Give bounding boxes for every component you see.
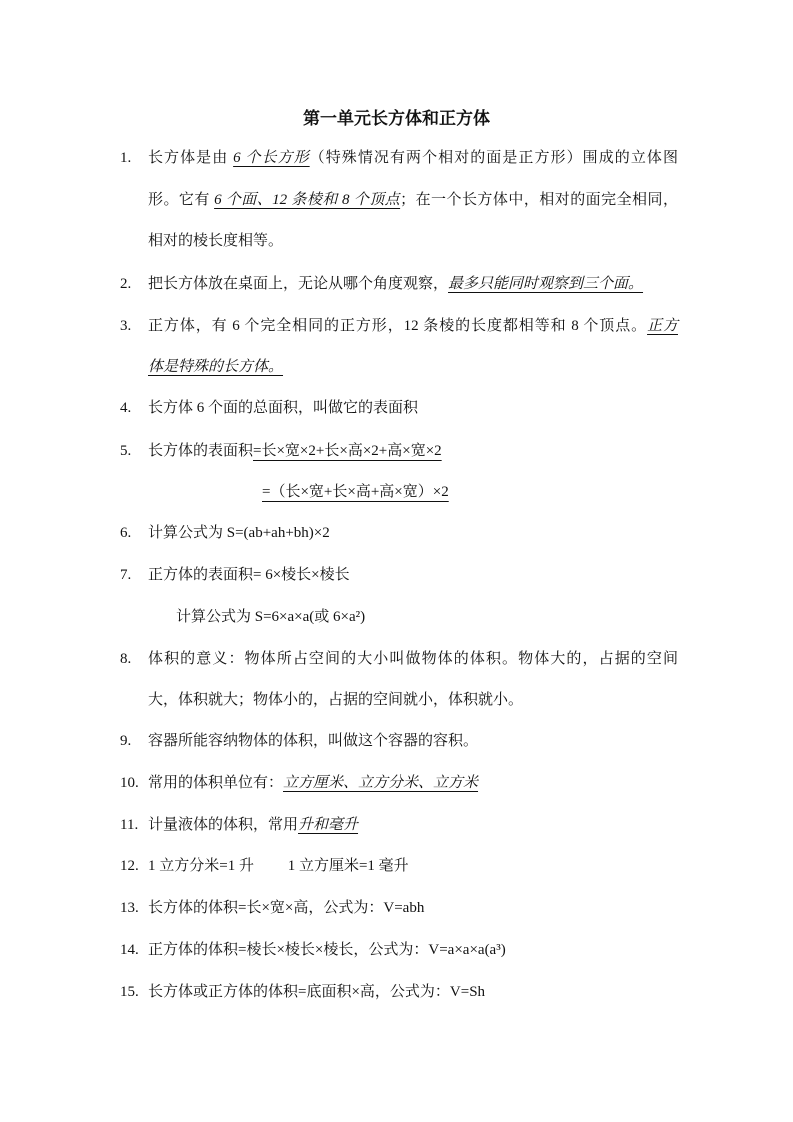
- list-number: 6.: [120, 525, 132, 541]
- text-segment: 长方体的体积=长×宽×高，公式为：V=abh: [148, 900, 425, 916]
- list-number: 12.: [120, 858, 139, 874]
- list-number: 4.: [120, 400, 132, 416]
- line-text: [148, 729, 678, 753]
- line-text: [148, 688, 678, 712]
- text-segment: 形。它有: [148, 192, 215, 208]
- document-line: [0, 980, 793, 1004]
- list-number: 9.: [120, 733, 132, 749]
- document-line: [0, 521, 793, 545]
- document-line: [0, 813, 793, 837]
- document-line: [0, 938, 793, 962]
- list-number: 13.: [120, 900, 139, 916]
- line-text: [148, 439, 678, 463]
- line-text: [148, 355, 678, 379]
- line-text: [148, 229, 678, 253]
- document-line: [0, 355, 793, 379]
- text-segment: 1 立方分米=1 升 1 立方厘米=1 毫升: [148, 858, 409, 874]
- line-text: [148, 938, 678, 962]
- text-segment: 把长方体放在桌面上，无论从哪个角度观察，: [148, 276, 449, 292]
- underlined-text: 升和毫升: [298, 817, 359, 833]
- document-line: [0, 188, 793, 212]
- underlined-text: 立方厘米、立方分米、立方米: [283, 775, 479, 791]
- line-text: [176, 605, 706, 629]
- line-text: [262, 480, 792, 504]
- page-title: 第一单元长方体和正方体: [303, 109, 490, 128]
- text-segment: 计量液体的体积，常用: [148, 817, 299, 833]
- text-segment: ；在一个长方体中，相对的面完全相同，: [400, 192, 678, 208]
- text-segment: （特殊情况有两个相对的面是正方形）围成的立体图: [309, 150, 678, 166]
- text-segment: 长方体或正方体的体积=底面积×高，公式为：V=Sh: [148, 984, 486, 1000]
- text-segment: 大，体积就大；物体小的，占据的空间就小，体积就小。: [148, 692, 524, 708]
- line-text: [148, 314, 678, 338]
- list-number: 2.: [120, 276, 132, 292]
- line-text: [148, 980, 678, 1004]
- line-text: [148, 896, 678, 920]
- text-segment: 正方体，有 6 个完全相同的正方形，12 条棱的长度都相等和 8 个顶点。: [148, 318, 648, 334]
- line-text: [148, 563, 678, 587]
- list-number: 15.: [120, 984, 139, 1000]
- list-number: 14.: [120, 942, 139, 958]
- text-segment: 相对的棱长度相等。: [148, 233, 284, 249]
- text-segment: 常用的体积单位有：: [148, 775, 284, 791]
- document-line: [0, 396, 793, 420]
- document-line: [0, 647, 793, 671]
- underlined-text: =（长×宽+长×高+高×宽）×2: [262, 484, 449, 500]
- document-line: [0, 896, 793, 920]
- line-text: [148, 146, 678, 170]
- line-text: [148, 771, 678, 795]
- text-segment: 正方体的表面积= 6×棱长×棱长: [148, 567, 350, 583]
- text-segment: 计算公式为 S=6×a×a(或 6×a²): [176, 609, 366, 625]
- underlined-text: 6 个长方形: [233, 150, 310, 166]
- underlined-text: =长×宽×2+长×高×2+高×宽×2: [253, 443, 442, 459]
- document-line: [0, 729, 793, 753]
- document-line: [0, 146, 793, 170]
- text-segment: 正方体的体积=棱长×棱长×棱长，公式为：V=a×a×a(a³): [148, 942, 506, 958]
- line-text: [148, 647, 678, 671]
- underlined-text: 6 个面、12 条棱和 8 个顶点: [214, 192, 401, 208]
- document-line: [0, 272, 793, 296]
- list-number: 10.: [120, 775, 139, 791]
- document-line: [0, 771, 793, 795]
- line-text: [148, 396, 678, 420]
- list-number: 8.: [120, 651, 132, 667]
- underlined-text: 体是特殊的长方体。: [148, 359, 284, 375]
- document-line: [0, 563, 793, 587]
- underlined-text: 最多只能同时观察到三个面。: [448, 276, 644, 292]
- document-line: [0, 605, 793, 629]
- text-segment: 长方体是由: [148, 150, 234, 166]
- text-segment: 体积的意义：物体所占空间的大小叫做物体的体积。物体大的，占据的空间: [148, 651, 678, 667]
- document-line: [0, 480, 793, 504]
- document-line: [0, 854, 793, 878]
- list-number: 3.: [120, 318, 132, 334]
- line-text: [148, 854, 678, 878]
- line-text: [148, 521, 678, 545]
- line-text: [148, 272, 678, 296]
- text-segment: 长方体 6 个面的总面积，叫做它的表面积: [148, 400, 419, 416]
- underlined-text: 正方: [647, 318, 678, 334]
- list-number: 1.: [120, 150, 132, 166]
- document-line: [0, 314, 793, 338]
- text-segment: 长方体的表面积: [148, 443, 254, 459]
- document-line: [0, 439, 793, 463]
- list-number: 5.: [120, 443, 132, 459]
- list-number: 11.: [120, 817, 139, 833]
- list-number: 7.: [120, 567, 132, 583]
- line-text: [148, 188, 678, 212]
- line-text: [148, 813, 678, 837]
- text-segment: 容器所能容纳物体的体积，叫做这个容器的容积。: [148, 733, 479, 749]
- document-line: [0, 688, 793, 712]
- text-segment: 计算公式为 S=(ab+ah+bh)×2: [148, 525, 330, 541]
- document-line: [0, 229, 793, 253]
